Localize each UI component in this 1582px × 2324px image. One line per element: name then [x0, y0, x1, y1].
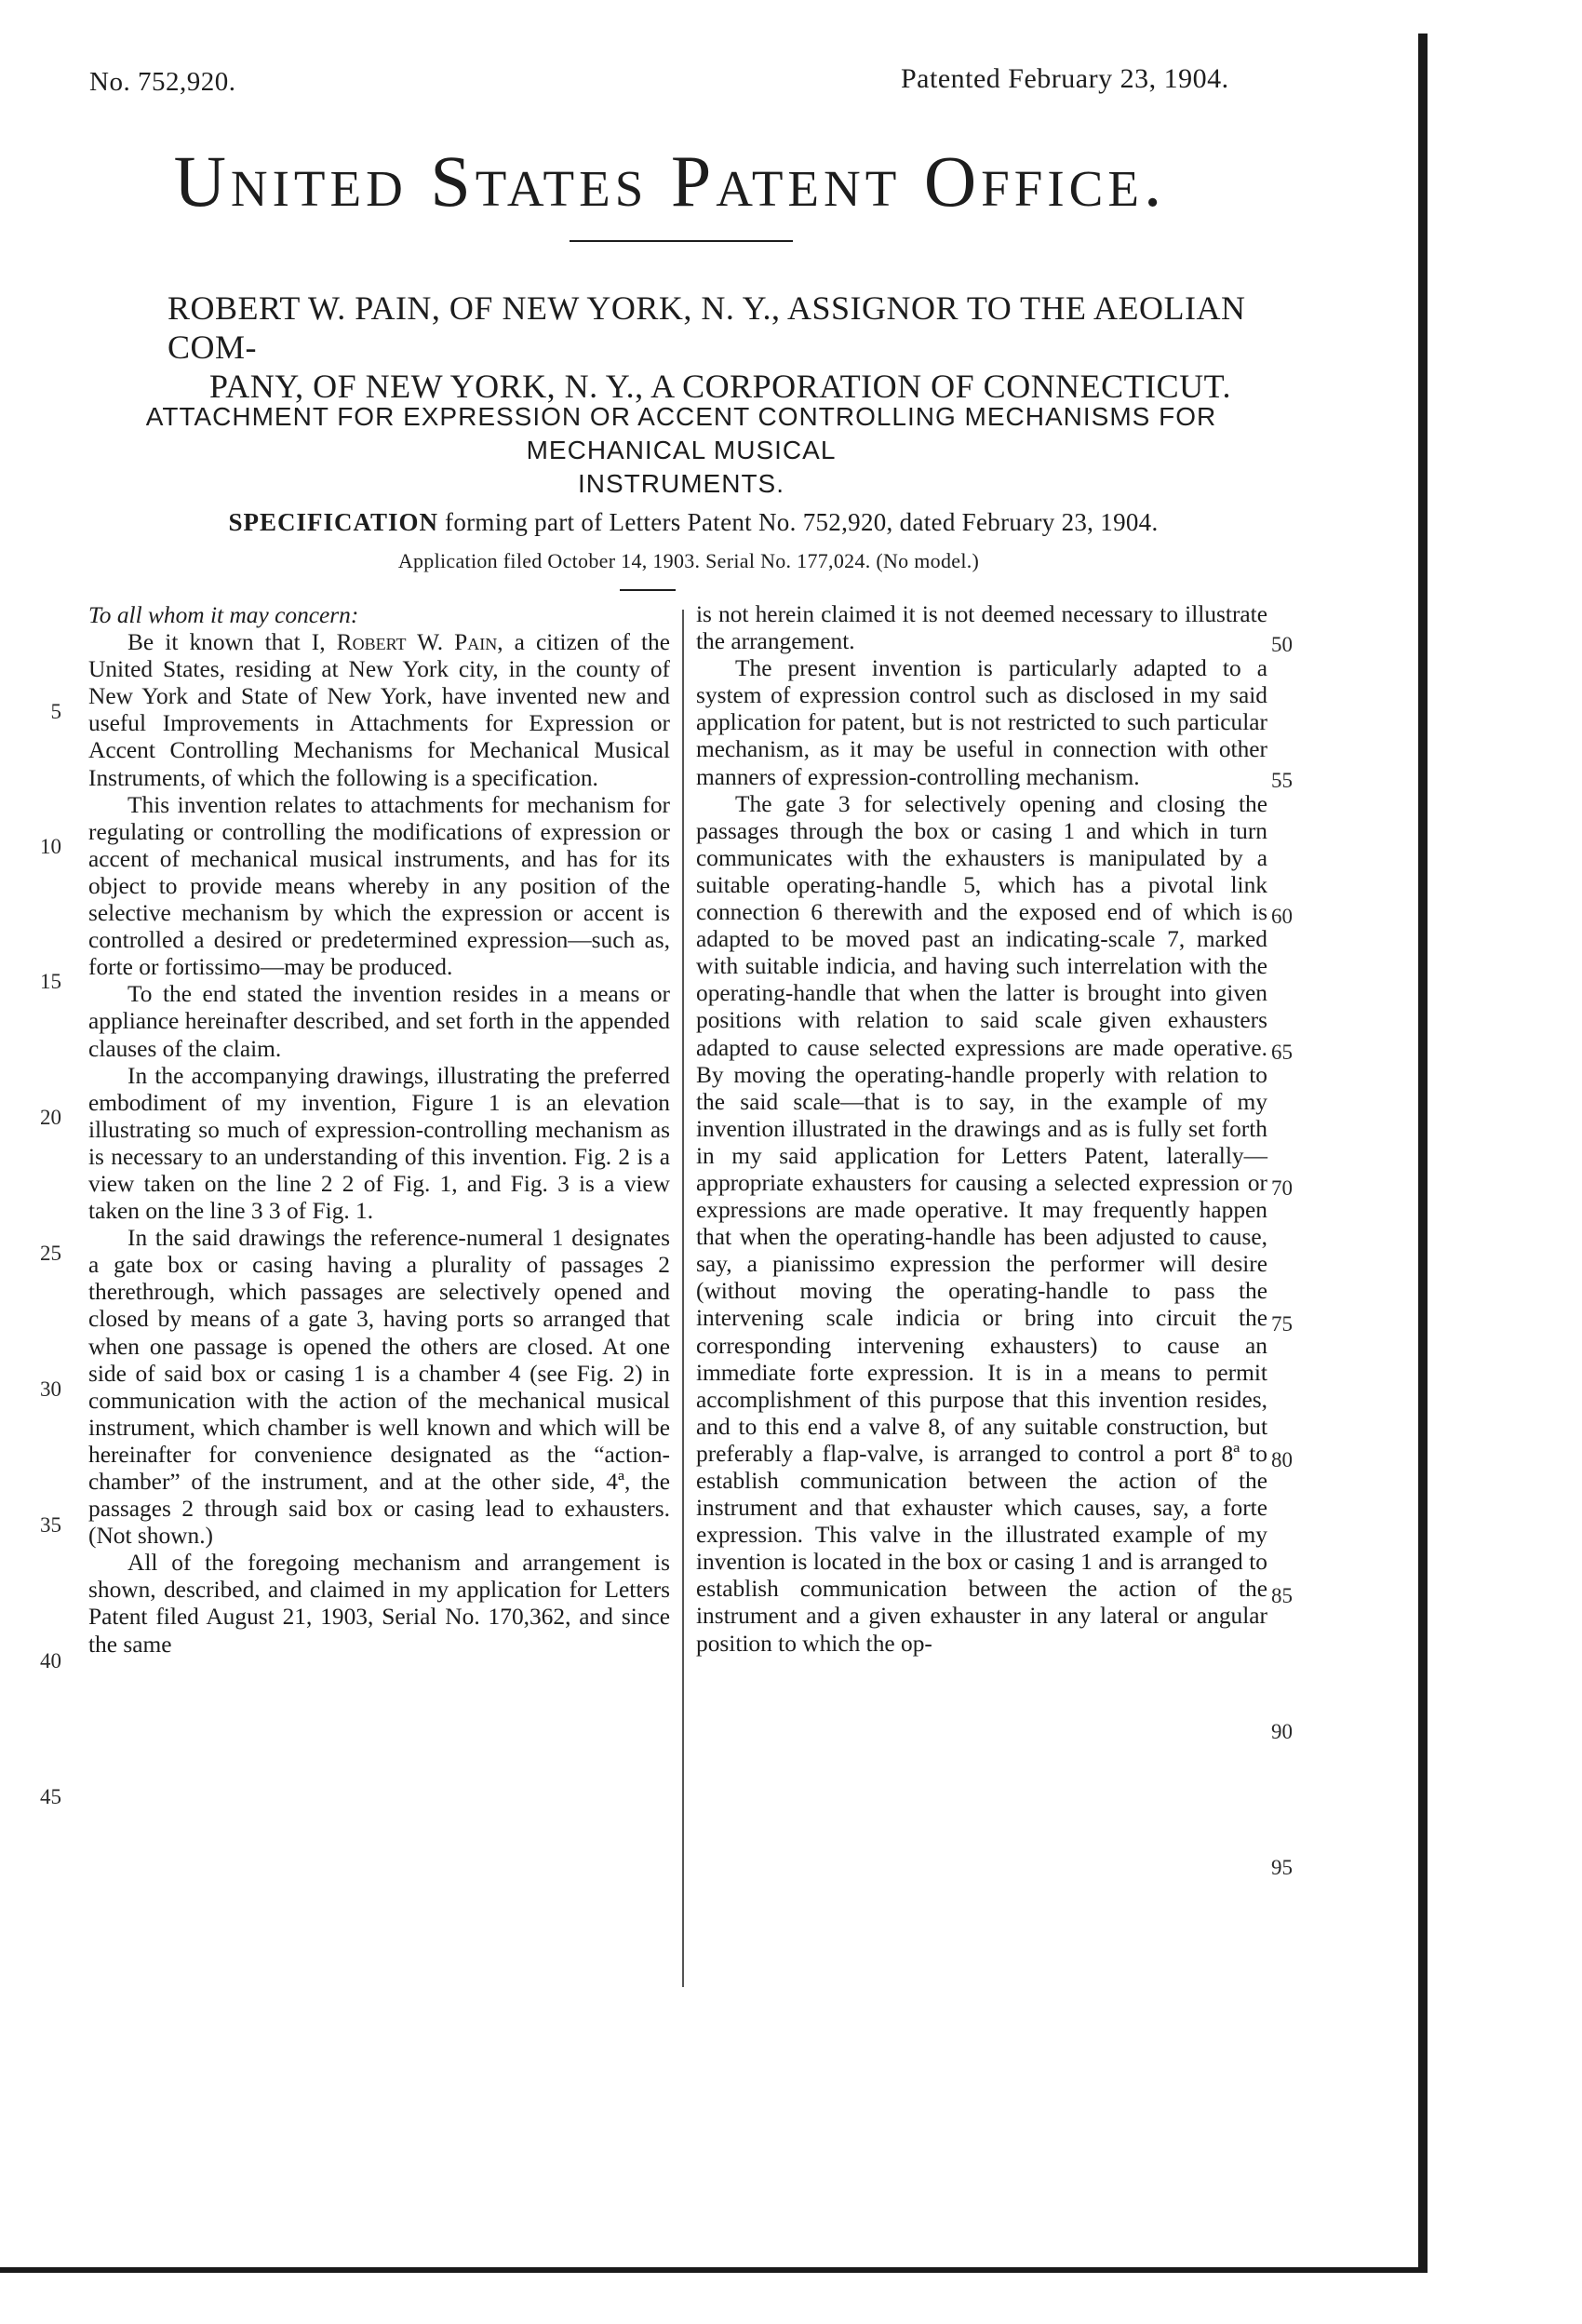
line-number: 10 [40, 835, 61, 858]
patent-number: No. 752,920. [89, 67, 236, 97]
inventor-assignment [168, 289, 1266, 406]
column-divider [682, 610, 684, 1987]
bottom-margin-rule [0, 2267, 1428, 2273]
line-number: 70 [1271, 1176, 1293, 1200]
line-number: 15 [40, 970, 61, 993]
title-divider [570, 240, 793, 242]
paragraph-gate-operation: The gate 3 for selectively opening and closing the passages through the box or casing 1 and which in turn communicates with the exhausters is manipulated by a suitable operating-handle 5, which has a pivotal link connection 6 therewith and the exposed end of which is adapted to be moved past an indicating-scale 7, marked with suitable indicia, and having such interrelation with the operating-handle that when the latter is brought into given positions with relation to said scale given exhausters adapted to cause selected expressions are made operative. By moving the operating-handle properly with relation to the said scale—that is to say, in the example of my invention illustrated in the drawings and as is fully set forth in my said application for Letters Patent, laterally—appropriate exhausters for causing a selected expression or expressions are made operative. It may frequently happen that when the operating-handle has been adjusted to cause, say, a pianissimo expression the performer will desire (without moving the operating-handle to pass the intervening scale indicia or bring into circuit the corresponding intervening exhausters) to cause an immediate forte expression. It is in a means to permit accomplishment of this purpose that this invention resides, and to this end a valve 8, of any suitable construction, but preferably a flap-valve, is arranged to control a port 8ª to establish communication between the action of the instrument and that exhauster which causes, say, a forte expression. This valve in the illustrated example of my invention is located in the box or casing 1 and is arranged to establish communication between the action of the instrument and a given exhauster in any lateral or angular position to which the op- [696, 790, 1267, 1657]
specification-text: forming part of Letters Patent No. 752,920, dated February 23, 1904. [438, 508, 1159, 536]
salutation: To all whom it may concern: [88, 602, 359, 628]
line-number: 90 [1271, 1720, 1293, 1743]
inventor-statement-before: Be it known that I, [127, 629, 337, 656]
paragraph-field-of-invention: This invention relates to attachments for mechanism for regulating or controlling the modifications of expression or accent of mechanical musical instruments, and has for its object to provide means whereby in any position of the selective mechanism by which the expression or accent is controlled a desired or predetermined expression—such as, forte or fortissimo—may be produced. [88, 791, 670, 981]
specification-line [149, 508, 1238, 537]
right-margin-rule [1418, 34, 1428, 2267]
line-number: 80 [1271, 1448, 1293, 1471]
paragraph-summary: To the end stated the invention resides in a means or appliance hereinafter described, and set forth in the appended clauses of the claim. [88, 981, 670, 1062]
specification-label: SPECIFICATION [228, 508, 438, 536]
inventor-line-1: ROBERT W. PAIN, OF NEW YORK, N. Y., ASSIGNOR TO THE AEOLIAN COM- [168, 289, 1246, 366]
line-number: 30 [40, 1377, 61, 1401]
line-number: 5 [50, 700, 61, 723]
line-number: 50 [1271, 633, 1293, 656]
line-number: 35 [40, 1513, 61, 1537]
left-text-column [88, 602, 670, 1659]
application-filed-line: Application filed October 14, 1903. Serial No. 177,024. (No model.) [397, 549, 980, 572]
invention-title-line-1: ATTACHMENT FOR EXPRESSION OR ACCENT CONTROLLING MECHANISMS FOR MECHANICAL MUSICAL [145, 402, 1217, 464]
paragraph-adaptation: The present invention is particularly adapted to a system of expression control such as disclosed in my said application for patent, but is not restricted to such particular mechanism, as it may be useful in connection with other manners of expression-controlling mechanism. [696, 655, 1267, 790]
right-text-column [696, 601, 1267, 1658]
line-number: 55 [1271, 769, 1293, 792]
application-divider [620, 589, 676, 591]
paragraph-drawings: In the accompanying drawings, illustrating the preferred embodiment of my invention, Figure 1 is an elevation illustrating so much of expression-controlling mechanism as is necessary to an understanding of this invention. Fig. 2 is a view taken on the line 2 2 of Fig. 1, and Fig. 3 is a view taken on the line 3 3 of Fig. 1. [88, 1062, 670, 1225]
paragraph-continuation: is not herein claimed it is not deemed necessary to illustrate the arrangement. [696, 601, 1267, 655]
patent-date: Patented February 23, 1904. [901, 63, 1229, 94]
invention-title-line-2: INSTRUMENTS. [578, 469, 784, 498]
office-title: United States Patent Office. [173, 141, 1167, 222]
line-number: 25 [40, 1242, 61, 1265]
line-number: 40 [40, 1649, 61, 1672]
inventor-name: Robert W. Pain [336, 629, 498, 656]
inventor-line-2: PANY, OF NEW YORK, N. Y., A CORPORATION OF CONNECTICUT. [209, 368, 1231, 405]
line-number: 85 [1271, 1584, 1293, 1607]
line-number: 75 [1271, 1312, 1293, 1336]
paragraph-gate-box: In the said drawings the reference-numeral 1 designates a gate box or casing having a plurality of passages 2 therethrough, which passages are selectively opened and closed by means of a gate 3, having ports so arranged that when one passage is opened the others are closed. At one side of said box or casing 1 is a chamber 4 (see Fig. 2) in communication with the action of the mechanical musical instrument, which chamber is well known and which will be hereinafter for convenience designated as the “action-chamber” of the instrument, and at the other side, 4ª, the passages 2 through said box or casing lead to exhausters. (Not shown.) [88, 1225, 670, 1550]
line-number: 95 [1271, 1856, 1293, 1879]
invention-title [114, 400, 1249, 501]
line-number: 65 [1271, 1041, 1293, 1064]
line-number: 45 [40, 1785, 61, 1808]
inventor-statement-after: , a citizen of the United States, residing at New York city, in the county of New York and State of New York, have invented new and useful Improvements in Attachments for Expression or Accent Controlling Mechanisms for Mechanical Musical Instruments, of which the following is a specification. [88, 629, 670, 791]
paragraph-prior-application: All of the foregoing mechanism and arrangement is shown, described, and claimed in my application for Letters Patent filed August 21, 1903, Serial No. 170,362, and since the same [88, 1550, 670, 1658]
line-number: 20 [40, 1106, 61, 1129]
paragraph-inventor-statement [88, 629, 670, 792]
line-number: 60 [1271, 905, 1293, 928]
